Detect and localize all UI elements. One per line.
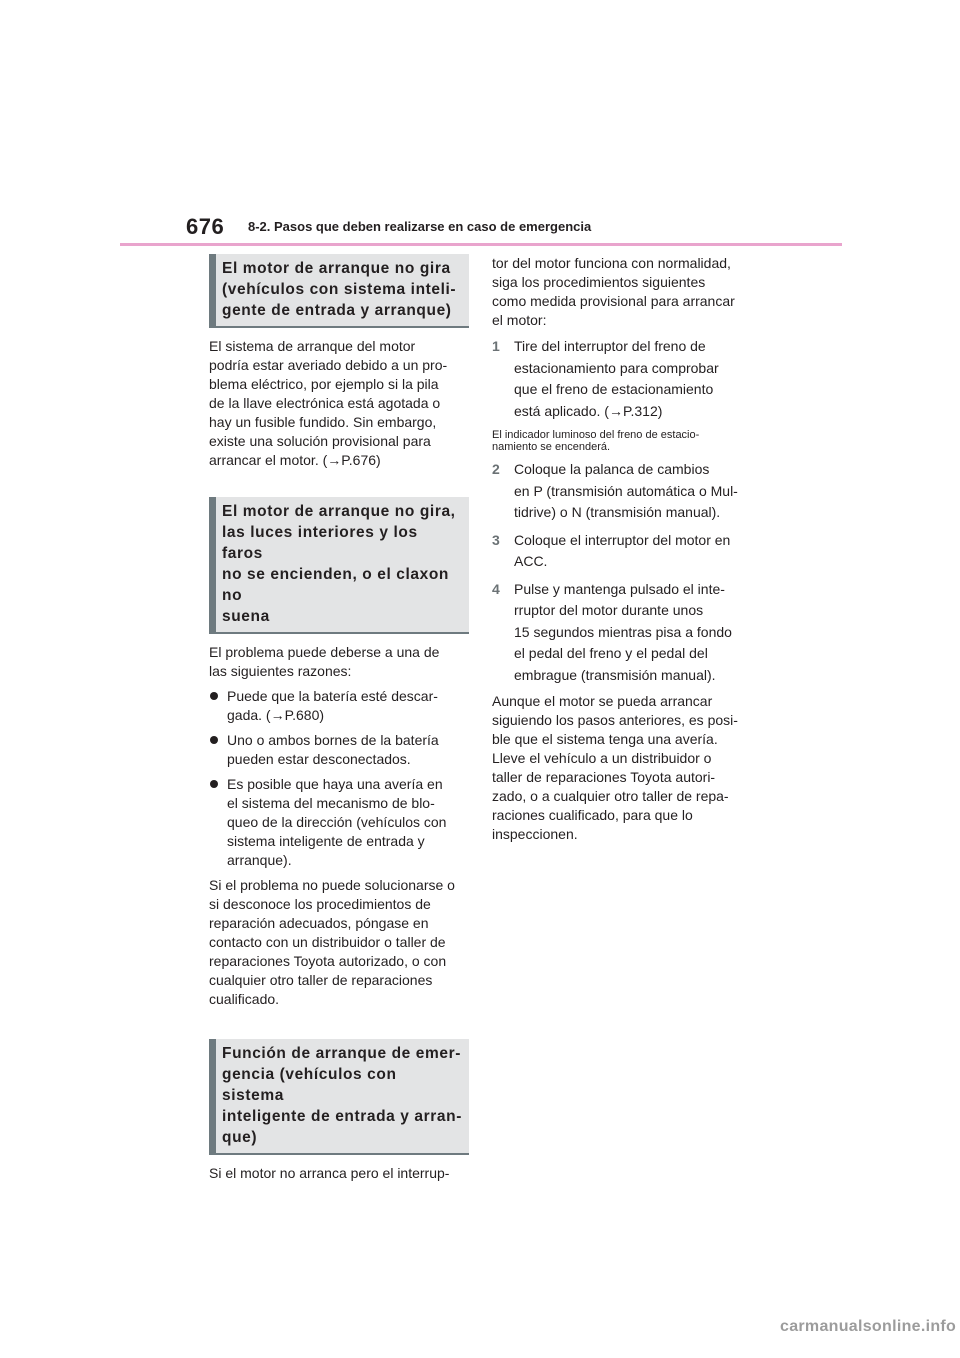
paragraph-reasons-intro: El problema puede deberse a una de las siguientes razones: bbox=[209, 644, 440, 679]
step-number: 4 bbox=[492, 580, 500, 597]
watermark: carmanualsonline.info bbox=[780, 1318, 957, 1335]
heading-emergency-start: Función de arranque de emer- gencia (vehículos con sistema inteligente de entrada y arran- que) bbox=[209, 1039, 469, 1155]
bullet-icon bbox=[210, 780, 218, 788]
step-item: 4 Pulse y mantenga pulsado el inte- rruptor del motor durante unos 15 segundos mientras pisa a fondo el pedal del freno y el pedal del embrague (transmisión manual). bbox=[492, 580, 732, 683]
step-number: 1 bbox=[492, 338, 500, 354]
section-title: 8-2. Pasos que deben realizarse en caso de emergencia bbox=[248, 219, 592, 234]
list-item: Uno o ambos bornes de la batería pueden estar desconectados. bbox=[209, 731, 469, 769]
heading-no-lights-no-horn: El motor de arranque no gira, las luces interiores y los faros no se encienden, o el claxon no suena bbox=[209, 497, 469, 634]
paragraph-after-steps: Aunque el motor se pueda arrancar siguiendo los pasos anteriores, es posi- ble que el sistema tenga una avería. Lleve el vehículo a un distribuidor o taller de reparaciones Toyota autori- zado, o a cualquier otro taller de repa- raciones cualificado, para que lo inspeccionen. bbox=[492, 693, 738, 842]
right-column bbox=[492, 254, 754, 844]
left-column bbox=[209, 254, 469, 1183]
list-item: Puede que la batería esté descar- gada. (→P.680) bbox=[209, 687, 469, 725]
heading-starter-not-turning: El motor de arranque no gira (vehículos con sistema inteli- gente de entrada y arranque) bbox=[209, 254, 469, 328]
step-number: 2 bbox=[492, 461, 500, 477]
paragraph-emergency-continue: tor del motor funciona con normalidad, siga los procedimientos siguientes como medida provisional para arrancar el motor: bbox=[492, 255, 735, 328]
paragraph-contact-dealer: Si el problema no puede solucionarse o si desconoce los procedimientos de reparación adecuados, póngase en contacto con un distribuidor o taller de reparaciones Toyota autorizado, o con cualquier otro taller de reparaciones cualificado. bbox=[209, 877, 455, 1007]
bullet-icon bbox=[210, 692, 218, 700]
header-divider bbox=[120, 243, 842, 246]
step-item: 3 Coloque el interruptor del motor en ACC. bbox=[492, 531, 731, 569]
step-item: 1 Tire del interruptor del freno de estacionamiento para comprobar que el freno de estacionamiento está aplicado. (→P.312) bbox=[492, 338, 719, 419]
step-item: 2 Coloque la palanca de cambios en P (transmisión automática o Mul- tidrive) o N (transmisión manual). bbox=[492, 461, 738, 520]
paragraph-starter-explanation: El sistema de arranque del motor podría estar averiado debido a un pro- blema eléctrico, por ejemplo si la pila de la llave electrónica está agotada o hay un fusible fundido. Sin embargo, existe una solución provisional para arrancar el motor. (→P.676) bbox=[209, 338, 448, 468]
page-number: 676 bbox=[186, 214, 225, 239]
list-item: Es posible que haya una avería en el sistema del mecanismo de blo- queo de la dirección (vehículos con sistema inteligente de entrada y arranque). bbox=[209, 775, 469, 870]
step-number: 3 bbox=[492, 531, 500, 548]
bullet-icon bbox=[210, 736, 218, 744]
paragraph-emergency-start: Si el motor no arranca pero el interrup- bbox=[209, 1165, 450, 1181]
note-parking-brake-indicator: El indicador luminoso del freno de estacio- namiento se encenderá. bbox=[492, 429, 700, 453]
